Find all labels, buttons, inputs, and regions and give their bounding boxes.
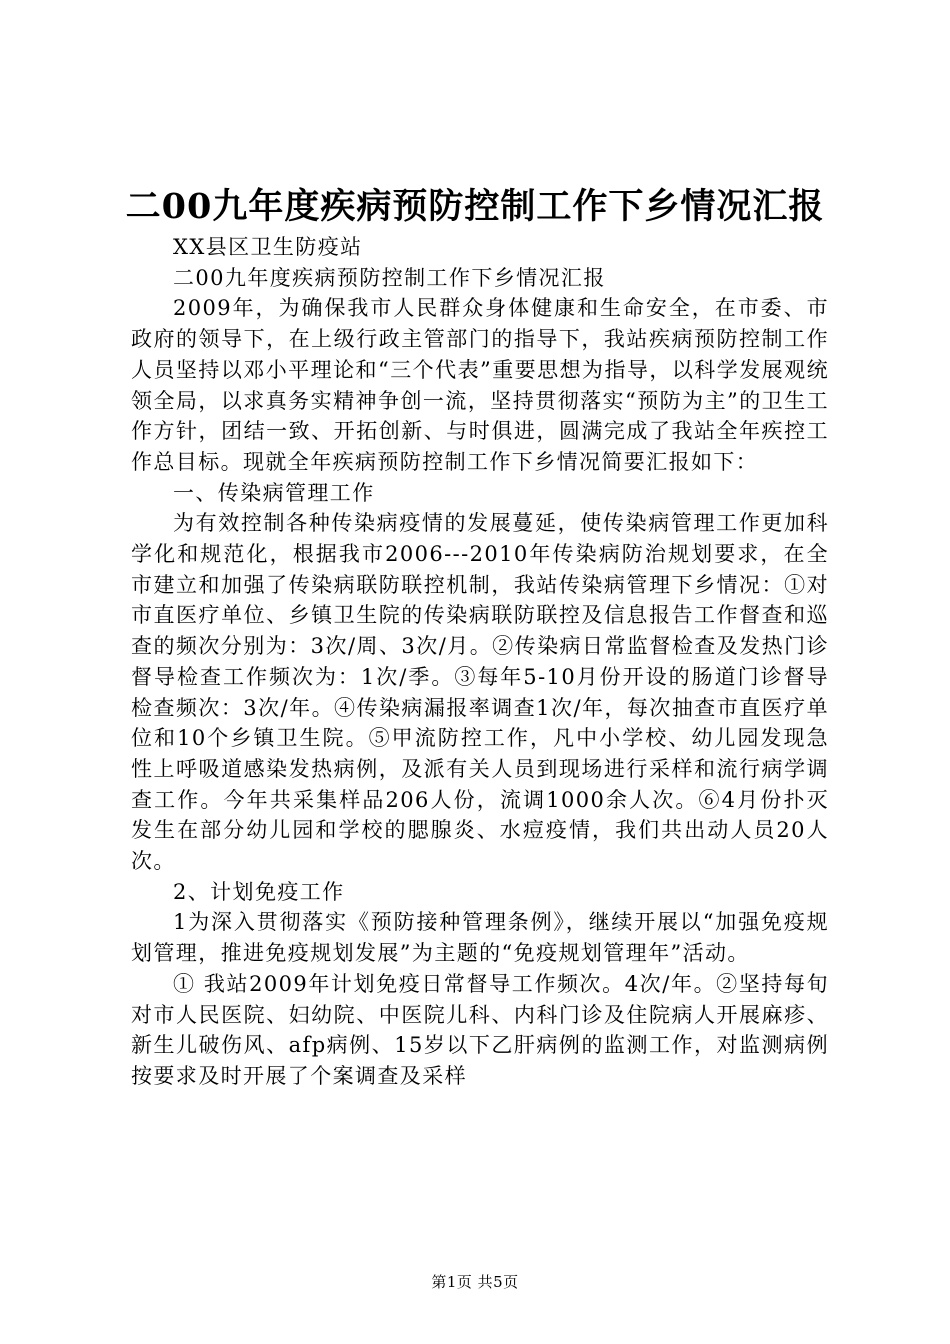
document-title: 二00九年度疾病预防控制工作下乡情况汇报 bbox=[125, 186, 825, 227]
section-heading-infectious-disease: 一、传染病管理工作 bbox=[173, 480, 375, 505]
document-body bbox=[131, 232, 829, 1092]
infectious-disease-paragraph: 为有效控制各种传染病疫情的发展蔓延，使传染病管理工作更加科学化和规范化，根据我市2006---2010年传染病防治规划要求，在全市建立和加强了传染病联防联控机制，我站传染病管理下乡情况：①对市直医疗单位、乡镇卫生院的传染病联防联控及信息报告工作督查和巡查的频次分别为：3次/周、3次/月。②传染病日常监督检查及发热门诊督导检查工作频次为：1次/季。③每年5-10月份开设的肠道门诊督导检查频次：3次/年。④传染病漏报率调查1次/年，每次抽查市直医疗单位和10个乡镇卫生院。⑤甲流防控工作，凡中小学校、幼儿园发现急性上呼吸道感染发热病例，及派有关人员到现场进行采样和流行病学调查工作。今年共采集样品206人份，流调1000余人次。⑥4月份扑灭发生在部分幼儿园和学校的腮腺炎、水痘疫情，我们共出动人员20人次。 bbox=[131, 511, 829, 874]
immunization-paragraph-2: ① 我站2009年计划免疫日常督导工作频次。4次/年。②坚持每旬对市人民医院、妇幼院、中医院儿科、内科门诊及住院病人开展麻疹、新生儿破伤风、afp病例、15岁以下乙肝病例的监测工作，对监测病例按要求及时开展了个案调查及采样 bbox=[131, 971, 829, 1088]
section-heading-immunization: 2、计划免疫工作 bbox=[173, 879, 345, 904]
organization-line: XX县区卫生防疫站 bbox=[173, 235, 363, 259]
page-footer: 第1页 共5页 bbox=[431, 1273, 519, 1291]
report-subtitle: 二00九年度疾病预防控制工作下乡情况汇报 bbox=[173, 265, 606, 290]
intro-paragraph: 2009年，为确保我市人民群众身体健康和生命安全，在市委、市政府的领导下，在上级行政主管部门的指导下，我站疾病预防控制工作人员坚持以邓小平理论和“三个代表”重要思想为指导，以科学发展观统领全局，以求真务实精神争创一流，坚持贯彻落实“预防为主”的卫生工作方针，团结一致、开拓创新、与时俱进，圆满完成了我站全年疾控工作总目标。现就全年疾病预防控制工作下乡情况简要汇报如下： bbox=[131, 296, 829, 474]
immunization-paragraph-1: 1为深入贯彻落实《预防接种管理条例》，继续开展以“加强免疫规划管理，推进免疫规划发展”为主题的“免疫规划管理年”活动。 bbox=[131, 910, 829, 966]
